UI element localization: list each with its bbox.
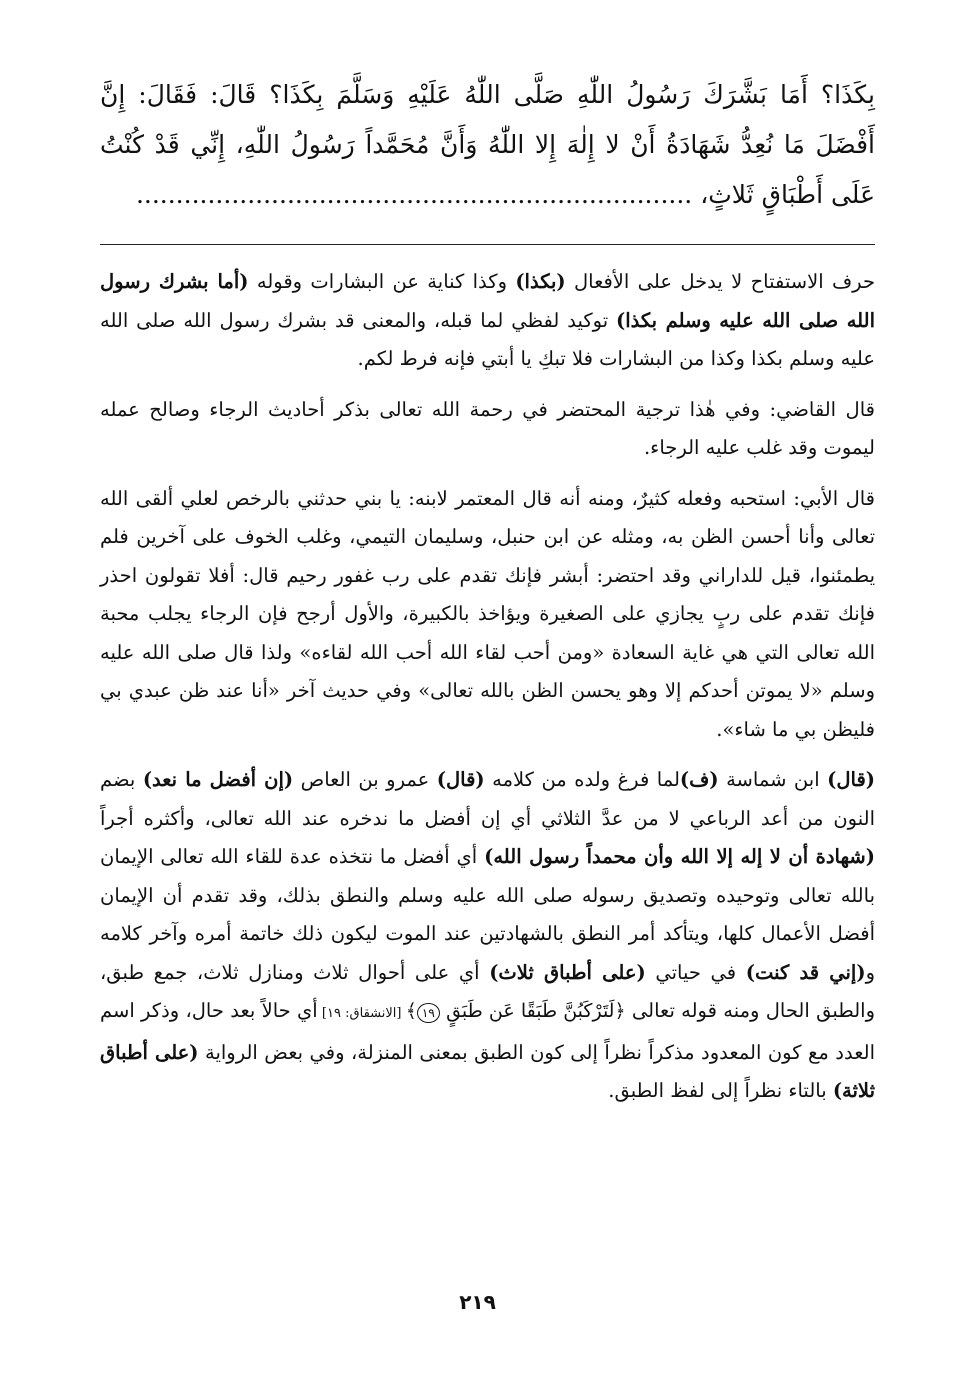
- hadith-main: بِكَذَا؟ أَمَا بَشَّرَكَ رَسُولُ اللّٰهِ صَلَّى اللّٰهُ عَلَيْهِ وَسَلَّمَ بِكَذَا؟ قَالَ: فَقَالَ: إِنَّ أَفْضَلَ مَا نُعِدُّ شَهَادَةُ أَنْ لا إِلٰهَ إِلا اللّٰهُ وَأَنَّ مُحَمَّداً رَسُولُ اللّٰهِ، إِنِّي قَدْ كُنْتُ عَلَى أَطْبَاقٍ ثَلاثٍ،: [100, 80, 875, 209]
- verse-reference: [الانشقاق: ١٩]: [317, 1006, 406, 1021]
- text-run: في حياتي: [645, 960, 746, 984]
- hadith-dots: ......................................................................: [135, 180, 693, 209]
- text-run: أي أفضل ما نتخذه عدة للقاء الله تعالى الإيمان بالله تعالى وتوحيده وتصديق رسوله صلى الله عليه وسلم والنطق بذلك، وقد تقدم أن الإيمان أفضل الأعمال كلها، ويتأكد أمر النطق بالشهادتين عند الموت ليكون ذلك خاتمة أمره وآخر كلامه و: [100, 845, 875, 984]
- text-run: أي على أحوال ثلاث ومنازل ثلاث، جمع طبق، والطبق الحال ومنه قوله تعالى: [100, 960, 876, 1022]
- commentary-paragraph-4: [100, 761, 875, 1111]
- text-run: حرف الاستفتاح لا يدخل على الأفعال: [565, 270, 875, 293]
- bold-quote: (ف): [679, 768, 719, 791]
- text-run: لما فرغ ولده من كلامه: [484, 768, 680, 791]
- quran-verse-close: ﴾: [405, 1000, 417, 1022]
- text-run: وكذا كناية عن البشارات وقوله: [248, 270, 516, 293]
- bold-quote: (شهادة أن لا إله إلا الله وأن محمداً رسول الله): [484, 845, 875, 868]
- bold-quote: (إن أفضل ما نعد): [142, 768, 294, 791]
- text-run: أي حالاً بعد حال، وذكر اسم العدد مع كون المعدود مذكراً نظراً إلى كون الطبق بمعنى المنزلة، وفي بعض الرواية: [100, 999, 875, 1064]
- bold-quote: (بكذا): [515, 270, 566, 293]
- quran-verse: ﴿لَتَرْكَبُنَّ طَبَقًا عَن طَبَقٍ: [446, 1000, 626, 1022]
- commentary-paragraph-3: [100, 480, 875, 750]
- text-run: قال الأبي: استحبه وفعله كثيرٌ، ومنه أنه قال المعتمر لابنه: يا بني حدثني بالرخص لعلي ألقى الله تعالى وأنا أحسن الظن به، ومثله عن ابن حنبل، وسليمان التيمي، وغلب الخوف على آخرين فلم يطمئنوا، قيل للداراني وقد احتضر: أبشر فإنك تقدم على رب غفور رحيم قال: أفلا تقولون احذر فإنك تقدم على ربٍ يجازي على الصغيرة ويؤاخذ بالكبيرة، والأول أرجح فإن الرجاء يجلب محبة الله تعالى التي هي غاية السعادة «ومن أحب لقاء الله أحب الله لقاءه» ولذا قال صلى الله عليه وسلم «لا يموتن أحدكم إلا وهو يحسن الظن بالله تعالى» وفي حديث آخر «أنا عند ظن عبدي بي فليظن بي ما شاء».: [100, 486, 875, 741]
- text-run: قال القاضي: وفي هٰذا ترجية المحتضر في رحمة الله تعالى بذكر أحاديث الرجاء وصالح عمله ليموت وقد غلب عليه الرجاء.: [100, 397, 875, 459]
- commentary-paragraph-1: [100, 263, 875, 379]
- text-run: بضم النون من أعد الرباعي لا من عدَّ الثلاثي أي إن أفضل ما ندخره عند الله تعالى، وأكثره أجراً: [100, 768, 875, 830]
- commentary-paragraph-2: [100, 391, 875, 468]
- bold-quote: (أما بشرك رسول الله صلى الله عليه وسلم بكذا): [100, 270, 875, 332]
- hadith-text: [100, 70, 875, 220]
- commentary: [100, 263, 875, 1111]
- page-body: [100, 70, 875, 1123]
- bold-quote: (إني قد كنت): [745, 960, 866, 984]
- footnote-divider: [100, 244, 875, 245]
- text-run: توكيد لفظي لما قبله، والمعنى قد بشرك رسول الله صلى الله عليه وسلم بكذا وكذا من البشارات فلا تبكِ يا أبتي فإنه فرط لكم.: [100, 308, 875, 370]
- page-number: ٢١٩: [459, 1290, 496, 1314]
- bold-quote: (على أطباق ثلاثة): [100, 1040, 875, 1102]
- bold-quote: (قال): [436, 768, 485, 791]
- bold-quote: (على أطباق ثلاث): [489, 960, 646, 984]
- ayah-number-badge: ١٩: [417, 1003, 440, 1023]
- text-run: عمرو بن العاص: [293, 768, 437, 791]
- text-run: بالتاء نظراً إلى لفظ الطبق.: [608, 1079, 833, 1102]
- bold-quote: (قال): [827, 768, 876, 791]
- text-run: ابن شماسة: [718, 768, 828, 791]
